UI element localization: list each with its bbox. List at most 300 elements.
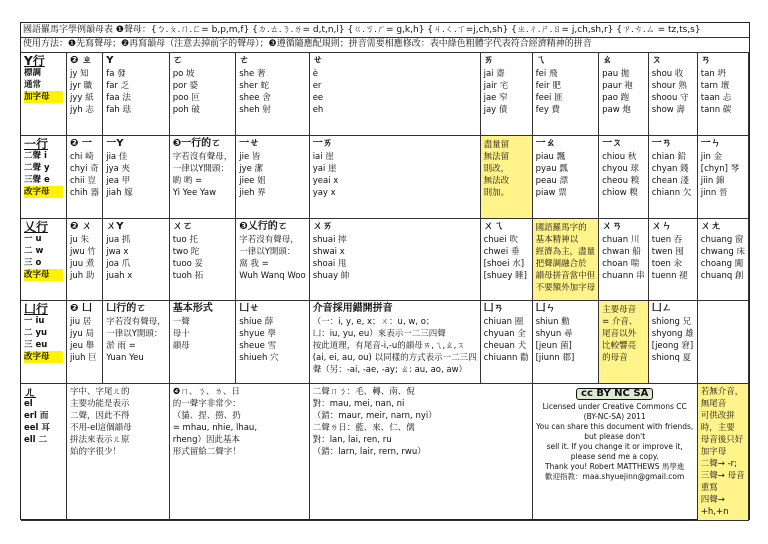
cell-entry: jiin 錦 xyxy=(700,175,725,186)
note-line: 對：mau, mei, nan, ni xyxy=(312,399,405,409)
cell-entry: shuai 摔 xyxy=(312,234,347,245)
table-cell xyxy=(170,136,237,219)
note-line: 對：lan, lai, ren, ru xyxy=(312,435,392,445)
cell-entry: chiuann 勸 xyxy=(483,353,529,364)
cell-entry: eh xyxy=(312,105,324,115)
table-cell xyxy=(103,219,170,302)
row-label-title: ㄦ xyxy=(24,385,37,399)
cell-entry: shionq 夏 xyxy=(651,353,692,364)
cell-entry: po 坡 xyxy=(172,69,195,79)
cell-entry: 主要母音 xyxy=(602,305,637,316)
cell-entry: chuei 吹 xyxy=(483,234,518,245)
row-label-sub1: 二聲 i xyxy=(24,150,47,161)
row-label-sub4: 改字母 xyxy=(24,269,63,281)
table-cell xyxy=(599,301,649,384)
row-label-sub4: 改字母 xyxy=(24,186,63,198)
table-cell xyxy=(599,219,649,302)
note-line: ❹ㄇ、ㄋ、ㄌ、日 xyxy=(172,387,240,397)
cell-entry: chyuan 全 xyxy=(483,329,526,340)
cell-entry: chyi 奇 xyxy=(70,163,99,174)
note-cell xyxy=(698,384,749,521)
cell-heading: 介音採用錯開拼音 xyxy=(312,303,393,315)
table-cell xyxy=(698,53,749,136)
cell-entry: jair 宅 xyxy=(483,81,509,91)
cell-entry: [shuey 睡] xyxy=(483,270,527,281)
cell-entry: chyou 球 xyxy=(602,163,639,174)
cell-entry: chii 豈 xyxy=(70,175,96,186)
cell-entry: choan 喘 xyxy=(602,258,640,269)
cell-entry: 韻母拼音當中但 xyxy=(535,270,596,281)
cell-entry: sher 蛇 xyxy=(239,81,269,91)
cell-heading: 一ㄠ xyxy=(535,137,556,149)
cell-entry: 韻母 xyxy=(172,341,190,352)
table-cell xyxy=(236,301,309,384)
cell-entry: 字若沒有聲母， xyxy=(106,317,166,328)
cell-entry: è xyxy=(312,69,318,79)
note-line: 三聲→ 母音重寫 xyxy=(700,471,745,493)
cell-heading: 一ㄣ xyxy=(700,137,721,149)
cell-entry: er xyxy=(312,81,322,91)
header-initials-line: 國語羅馬字學例韻母表 ❶聲母：{ㄅ.ㄆ.ㄇ.ㄈ= b,p,m,f} {ㄉ.ㄊ.ㄋ.ㄌ= d,t,n,l} {ㄍ.ㄎ.ㄏ= g,k,h} {ㄐ.ㄑ.ㄒ=j,ch,sh} {ㄓ.ㄔ.ㄕ.ㄖ= j,ch,sh,r} {ㄗ.ㄘ.ㄙ = tz,ts,s} xyxy=(21,23,749,38)
cell-entry: jwa x xyxy=(106,246,129,257)
note-line: 不用-el這個韻母 xyxy=(70,423,132,433)
cell-entry: 一律以Y開頭： xyxy=(106,329,163,340)
cell-entry: = 介音、 xyxy=(602,317,638,328)
cell-entry: chiow 糗 xyxy=(602,187,638,198)
note-line: 始的字很少！ xyxy=(70,447,122,457)
cell-heading: ❸乂行的ㄛ xyxy=(239,220,288,232)
cell-entry: peau 漂 xyxy=(535,175,569,186)
cell-entry: 按此道理，有尾音-i,-u的韻母ㄞ,ㄟ,ㄠ,ㄡ xyxy=(312,341,465,352)
note-line: 四聲→ +h,+n xyxy=(700,495,729,517)
cell-entry: cheou 糗 xyxy=(602,175,640,186)
license-line: Licensed under Creative Commons CC (BY-NC-SA) 2011 xyxy=(542,402,687,421)
cell-entry: cheuan 犬 xyxy=(483,341,527,352)
cell-entry: jai 齋 xyxy=(483,69,505,79)
table-cell xyxy=(698,136,749,219)
cell-entry: fa 發 xyxy=(106,69,126,79)
table-cell xyxy=(533,301,600,384)
note-line: 若無介音，無尾音 xyxy=(700,387,744,409)
cell-entry: shyun 尋 xyxy=(535,329,573,340)
row-label xyxy=(21,384,67,521)
license-cell xyxy=(533,384,698,521)
cell-entry: jua 抓 xyxy=(106,234,131,245)
table-cell xyxy=(67,219,103,302)
cell-entry: chih 器 xyxy=(70,187,100,198)
cell-entry: 一聲 xyxy=(172,317,190,328)
cell-entry: tan 坍 xyxy=(700,69,726,79)
cell-entry: juu 煮 xyxy=(70,258,95,269)
rhyme-grid xyxy=(21,53,749,521)
cell-entry: [jeun 菌] xyxy=(535,341,572,352)
cell-entry: piau 飄 xyxy=(535,151,566,162)
cell-entry: show 壽 xyxy=(651,105,685,115)
cell-heading: 一ㄞ xyxy=(312,137,333,149)
table-cell xyxy=(236,219,309,302)
cell-entry: [chyn] 琴 xyxy=(700,163,740,174)
cell-heading: ❷ ㄓ xyxy=(70,55,92,66)
cell-entry: 窩 我 = xyxy=(239,258,269,269)
cell-entry: jay 債 xyxy=(483,105,508,115)
cell-entry: 凵：iu, yu, eu）來表示一二三四聲 xyxy=(312,329,446,340)
cell-entry: 一律以Y開頭： xyxy=(239,246,296,257)
cell-entry: piaw 票 xyxy=(535,187,567,198)
table-cell xyxy=(649,136,698,219)
cell-heading: 一ㄢ xyxy=(651,137,672,149)
cell-entry: jiah 嫁 xyxy=(106,187,133,198)
cell-heading: 一ㄝ xyxy=(239,137,260,149)
cell-entry: sheh 射 xyxy=(239,105,271,115)
cell-entry: tuen 吞 xyxy=(651,234,683,245)
table-cell xyxy=(698,219,749,302)
cell-entry: 盡量留 xyxy=(483,139,510,150)
cell-entry: toen 汆 xyxy=(651,258,683,269)
table-cell xyxy=(310,136,481,219)
cell-entry: [shoei 水] xyxy=(483,258,525,269)
table-cell xyxy=(236,136,309,219)
cell-entry: shiun 勳 xyxy=(535,317,570,328)
row-label-sub2: 通常 xyxy=(24,80,42,90)
cell-entry: shee 舍 xyxy=(239,93,271,103)
cell-entry: chuann 串 xyxy=(602,270,645,281)
note-line: = mhau, nhie, lhau, xyxy=(172,423,258,433)
cell-entry: 則加。 xyxy=(483,187,510,198)
cell-entry: 母十 xyxy=(172,329,190,340)
cell-entry: chwang 床 xyxy=(700,246,745,257)
cell-heading: ❷ 凵 xyxy=(70,303,92,315)
cell-entry: faa 法 xyxy=(106,93,131,103)
cell-entry: por 婆 xyxy=(172,81,199,91)
cell-entry: chean 淺 xyxy=(651,175,689,186)
cell-entry: shiueh 穴 xyxy=(239,353,279,364)
row-label-sub1: 標調 xyxy=(24,68,42,78)
cell-entry: 比較響亮 xyxy=(602,341,637,352)
cell-heading: 凵ㄥ xyxy=(651,303,672,315)
table-cell xyxy=(103,301,170,384)
cell-entry: shiue 薛 xyxy=(239,317,274,328)
cell-entry: choang 闖 xyxy=(700,258,744,269)
table-cell xyxy=(599,53,649,136)
table-cell xyxy=(67,301,103,384)
table-cell xyxy=(67,136,103,219)
cell-entry: jeu 舉 xyxy=(70,341,95,352)
license-line: sell it. If you change it or improve it, please send me a copy. xyxy=(546,442,683,461)
cell-heading: ㄨㄟ xyxy=(483,220,504,232)
cell-heading: ㄢ xyxy=(700,55,711,66)
row-label xyxy=(21,301,67,384)
cell-heading: 凵ㄢ xyxy=(483,303,504,315)
cell-entry: 把聲調融合於 xyxy=(535,258,587,269)
cell-entry: paw 炮 xyxy=(602,105,631,115)
cell-entry: chuan 川 xyxy=(602,234,640,245)
cell-entry: jiu 居 xyxy=(70,317,92,328)
table-cell xyxy=(310,53,481,136)
table-cell xyxy=(170,219,237,302)
cell-entry: two 陀 xyxy=(172,246,200,257)
table-cell xyxy=(481,301,533,384)
cell-entry: jyu 局 xyxy=(70,329,94,340)
row-label-sub3: 加字母 xyxy=(24,91,63,103)
cell-entry: jin 金 xyxy=(700,151,723,162)
table-cell xyxy=(649,301,698,384)
cell-entry: pyau 瓢 xyxy=(535,163,568,174)
note-line: rheng）因此基本 xyxy=(172,435,240,445)
table-cell xyxy=(649,219,698,302)
cell-entry: tuoo 妥 xyxy=(172,258,204,269)
table-cell xyxy=(481,219,533,302)
row-label xyxy=(21,136,67,219)
note-line: 二聲，因此不得 xyxy=(70,411,130,421)
cell-entry: jae 窄 xyxy=(483,93,508,103)
cell-entry: jiee 姐 xyxy=(239,175,266,186)
table-cell xyxy=(481,53,533,136)
cell-entry: 尾音以外 xyxy=(602,329,637,340)
cell-entry: shiong 兄 xyxy=(651,317,692,328)
row-label-sub2: 二聲 y xyxy=(24,162,50,173)
cell-heading: ㄨY xyxy=(106,220,124,232)
note-line: （錯：larn, lair, rern, rwu） xyxy=(312,447,426,457)
cell-entry: shyue 學 xyxy=(239,329,276,340)
table-cell xyxy=(103,136,170,219)
row-label-sub3: 三聲 e xyxy=(24,174,50,185)
cell-entry: chwan 船 xyxy=(602,246,641,257)
cell-entry: fey 費 xyxy=(535,105,561,115)
license-line: 歡迎指教：maa.shyuejinn@gmail.com xyxy=(545,472,685,481)
cell-entry: 一律以Y開頭： xyxy=(172,163,229,174)
cell-heading: 一ㄡ xyxy=(602,137,623,149)
cell-entry: 無法留 xyxy=(483,151,510,162)
cell-heading: 凵ㄝ xyxy=(239,303,260,315)
cell-entry: jyh 志 xyxy=(70,105,94,115)
cell-heading: ㄨㄤ xyxy=(700,220,721,232)
cell-entry: chyan 錢 xyxy=(651,163,689,174)
cell-entry: (ai, ei, au, ou) 以同樣的方式表示一二三四 xyxy=(312,353,477,364)
cell-entry: jinn 晉 xyxy=(700,187,728,198)
cell-entry: shoou 守 xyxy=(651,93,689,103)
note-line: 母音後只好加字母 xyxy=(700,435,744,457)
cell-entry: 聲（另：-ai, -ae, -ay; ㄠ: au, ao, aw） xyxy=(312,365,468,376)
row-label-title: 一行 xyxy=(24,136,49,151)
row-label-sub1: 一 u xyxy=(24,233,42,244)
note-line: 二聲→ -r; xyxy=(700,459,738,469)
table-cell xyxy=(170,301,237,384)
cell-heading: ㄛ xyxy=(172,55,183,66)
table-cell xyxy=(103,53,170,136)
header-usage-line: 使用方法：❶先寫聲母；❷再寫韻母（注意去掉前字的聲母）；❸遵循隨應配規則；拼音需要相應修改：表中綠色粗體字代表符合經濟精神的拼音 xyxy=(21,37,749,53)
cell-heading: ㄨㄣ xyxy=(651,220,672,232)
note-line: 字中、字尾ㄦ的 xyxy=(70,387,130,397)
cell-entry: iai 崖 xyxy=(312,151,334,162)
cell-entry: juah x xyxy=(106,270,133,281)
cell-entry: shou 收 xyxy=(651,69,684,79)
cell-entry: shuay 帥 xyxy=(312,270,350,281)
cell-entry: paur 袍 xyxy=(602,81,633,91)
cell-entry: pau 拋 xyxy=(602,69,630,79)
cell-heading: ㄝ xyxy=(312,55,323,66)
cell-entry: [jiunn 郡] xyxy=(535,353,575,364)
cell-entry: 則改， xyxy=(483,163,510,174)
cell-entry: shwai x xyxy=(312,246,345,257)
cell-heading: 基本形式 xyxy=(172,303,213,315)
note-line: 可供改拼時，主要 xyxy=(700,411,735,433)
cell-entry: 的母音 xyxy=(602,353,628,364)
cell-heading: ㄜ xyxy=(239,55,250,66)
row-label-sub3: eel 耳 xyxy=(24,423,50,433)
row-label-sub2: erl 而 xyxy=(24,411,49,421)
note-line: 主要功能是表示 xyxy=(70,399,130,409)
note-line: 的一聲字非常少： xyxy=(172,399,241,409)
cell-heading: 凵行的ㄛ xyxy=(106,303,147,315)
table-cell xyxy=(310,301,481,384)
cell-entry: juh 助 xyxy=(70,270,95,281)
row-label-sub2: 二 w xyxy=(24,245,44,256)
table-cell xyxy=(533,219,600,302)
cell-heading: Y xyxy=(106,55,114,66)
cc-license-badge: cc BY NC SA xyxy=(576,388,653,400)
table-cell xyxy=(481,136,533,219)
cell-entry: 經濟為主，盡量 xyxy=(535,246,596,257)
cell-entry: Yi Yee Yaw xyxy=(172,187,217,198)
rhyme-table-sheet xyxy=(20,22,750,520)
cell-entry: jia 佳 xyxy=(106,151,128,162)
cell-entry: far 乏 xyxy=(106,81,130,91)
note-line: 形式留給二聲字！ xyxy=(172,447,241,457)
note-line: 二聲ㄌ日：藍、來、仁、儒 xyxy=(312,423,415,433)
cell-entry: tarn 壇 xyxy=(700,81,730,91)
cell-heading: ㄞ xyxy=(483,55,494,66)
cell-heading: ㄨㄢ xyxy=(602,220,623,232)
cell-entry: （一：i, y, e, x；ㄨ：u, w, o； xyxy=(312,317,435,328)
cell-entry: shour 熟 xyxy=(651,81,687,91)
table-cell xyxy=(649,53,698,136)
cell-heading: 一Y xyxy=(106,137,124,149)
cell-entry: tuenn 褪 xyxy=(651,270,688,281)
cell-entry: chwei 垂 xyxy=(483,246,520,257)
cell-entry: poo 叵 xyxy=(172,93,200,103)
cell-entry: chiou 秋 xyxy=(602,151,637,162)
cell-heading: ㄠ xyxy=(602,55,613,66)
cell-heading: 凵ㄣ xyxy=(535,303,556,315)
row-label-title: Y行 xyxy=(24,54,45,68)
cell-heading: ❷ ㄨ xyxy=(70,220,92,232)
note-line: 拼法來表示ㄦ原 xyxy=(70,435,130,445)
cell-entry: jye 潔 xyxy=(239,163,264,174)
row-label-sub4: 改字母 xyxy=(24,351,63,363)
cell-entry: yay x xyxy=(312,187,336,198)
cell-entry: shyong 雄 xyxy=(651,329,694,340)
cell-entry: jea 甲 xyxy=(106,175,131,186)
cell-entry: 國語羅馬字的 xyxy=(535,222,587,233)
note-line: （貓、捏、撈、扔 xyxy=(172,411,241,421)
cell-heading: ❸一行的ㄛ xyxy=(172,137,222,149)
cell-heading: ㄡ xyxy=(651,55,662,66)
row-label-sub2: 二 yu xyxy=(24,328,48,339)
cell-entry: fah 琺 xyxy=(106,105,131,115)
row-label-sub1: 一 iu xyxy=(24,316,45,327)
table-cell xyxy=(698,301,749,384)
cell-entry: 字若沒有聲母， xyxy=(239,234,299,245)
cell-entry: feei 匪 xyxy=(535,93,563,103)
cell-entry: tann 碳 xyxy=(700,105,732,115)
cell-entry: 字若沒有聲母， xyxy=(172,151,233,162)
cell-entry: jwu 竹 xyxy=(70,246,96,257)
cell-entry: 淤 雨 = xyxy=(106,341,136,352)
row-label-sub3: 三 o xyxy=(24,257,42,268)
table-cell xyxy=(67,53,103,136)
cell-entry: [jeong 窘] xyxy=(651,341,694,352)
table-cell xyxy=(310,219,481,302)
cell-heading: ㄟ xyxy=(535,55,546,66)
cell-entry: yai 崖 xyxy=(312,163,337,174)
note-line: 二聲ㄇㄋ：毛、轉、南、倪 xyxy=(312,387,415,397)
table-cell xyxy=(236,53,309,136)
cell-entry: chian 鉛 xyxy=(651,151,686,162)
cell-entry: chiuan 圈 xyxy=(483,317,524,328)
row-label xyxy=(21,53,67,136)
cell-entry: Wuh Wanq Woo xyxy=(239,270,306,281)
cell-entry: pao 跑 xyxy=(602,93,630,103)
table-cell xyxy=(533,53,600,136)
cell-heading: ❷ 一 xyxy=(70,137,92,149)
cell-entry: jyr 職 xyxy=(70,81,93,91)
row-label-title: 凵行 xyxy=(24,302,49,317)
cell-entry: 不要額外加字母 xyxy=(535,282,596,293)
note-cell xyxy=(310,384,533,521)
cell-entry: jiuh 巨 xyxy=(70,353,97,364)
table-cell xyxy=(533,136,600,219)
cell-entry: fei 飛 xyxy=(535,69,558,79)
row-label-title: 乂行 xyxy=(24,219,49,234)
table-cell xyxy=(599,136,649,219)
cell-entry: chuang 窗 xyxy=(700,234,744,245)
row-label-sub3: 三 eu xyxy=(24,340,48,351)
row-label-sub1: el xyxy=(24,399,33,409)
cell-entry: jy 知 xyxy=(70,69,89,79)
row-label-sub4: ell 二 xyxy=(24,435,48,445)
cell-entry: twen 囤 xyxy=(651,246,684,257)
license-line: Thank you! Robert MATTHEWS 馬學進 xyxy=(545,462,685,471)
cell-heading: ㄨㄞ xyxy=(312,220,333,232)
cell-entry: chi 崎 xyxy=(70,151,94,162)
cell-entry: ee xyxy=(312,93,324,103)
cell-heading: ㄨㄛ xyxy=(172,220,193,232)
cell-entry: poh 破 xyxy=(172,105,200,115)
cell-entry: she 奢 xyxy=(239,69,266,79)
cell-entry: taan 忐 xyxy=(700,93,732,103)
cell-entry: 喲 哟 = xyxy=(172,175,203,186)
cell-entry: jie 皆 xyxy=(239,151,261,162)
cell-entry: Yuan Yeu xyxy=(106,353,144,364)
cell-entry: chuanq 創 xyxy=(700,270,744,281)
row-label xyxy=(21,219,67,302)
cell-entry: ju 朱 xyxy=(70,234,89,245)
cell-entry: feir 肥 xyxy=(535,81,561,91)
note-line: （錯：maur, meir, narn, nyi） xyxy=(312,411,437,421)
cell-entry: jyy 紙 xyxy=(70,93,94,103)
table-cell xyxy=(170,53,237,136)
cell-entry: shoai 甩 xyxy=(312,258,347,269)
cell-entry: jya 夾 xyxy=(106,163,131,174)
note-cell xyxy=(67,384,170,521)
cell-entry: yeai x xyxy=(312,175,339,186)
cell-entry: 無法改 xyxy=(483,175,510,186)
note-cell xyxy=(170,384,310,521)
cell-entry: joa 爪 xyxy=(106,258,131,269)
cell-entry: sheue 雪 xyxy=(239,341,277,352)
license-line: You can share this document with friends, but please don't xyxy=(536,422,694,441)
cell-entry: chiann 欠 xyxy=(651,187,692,198)
